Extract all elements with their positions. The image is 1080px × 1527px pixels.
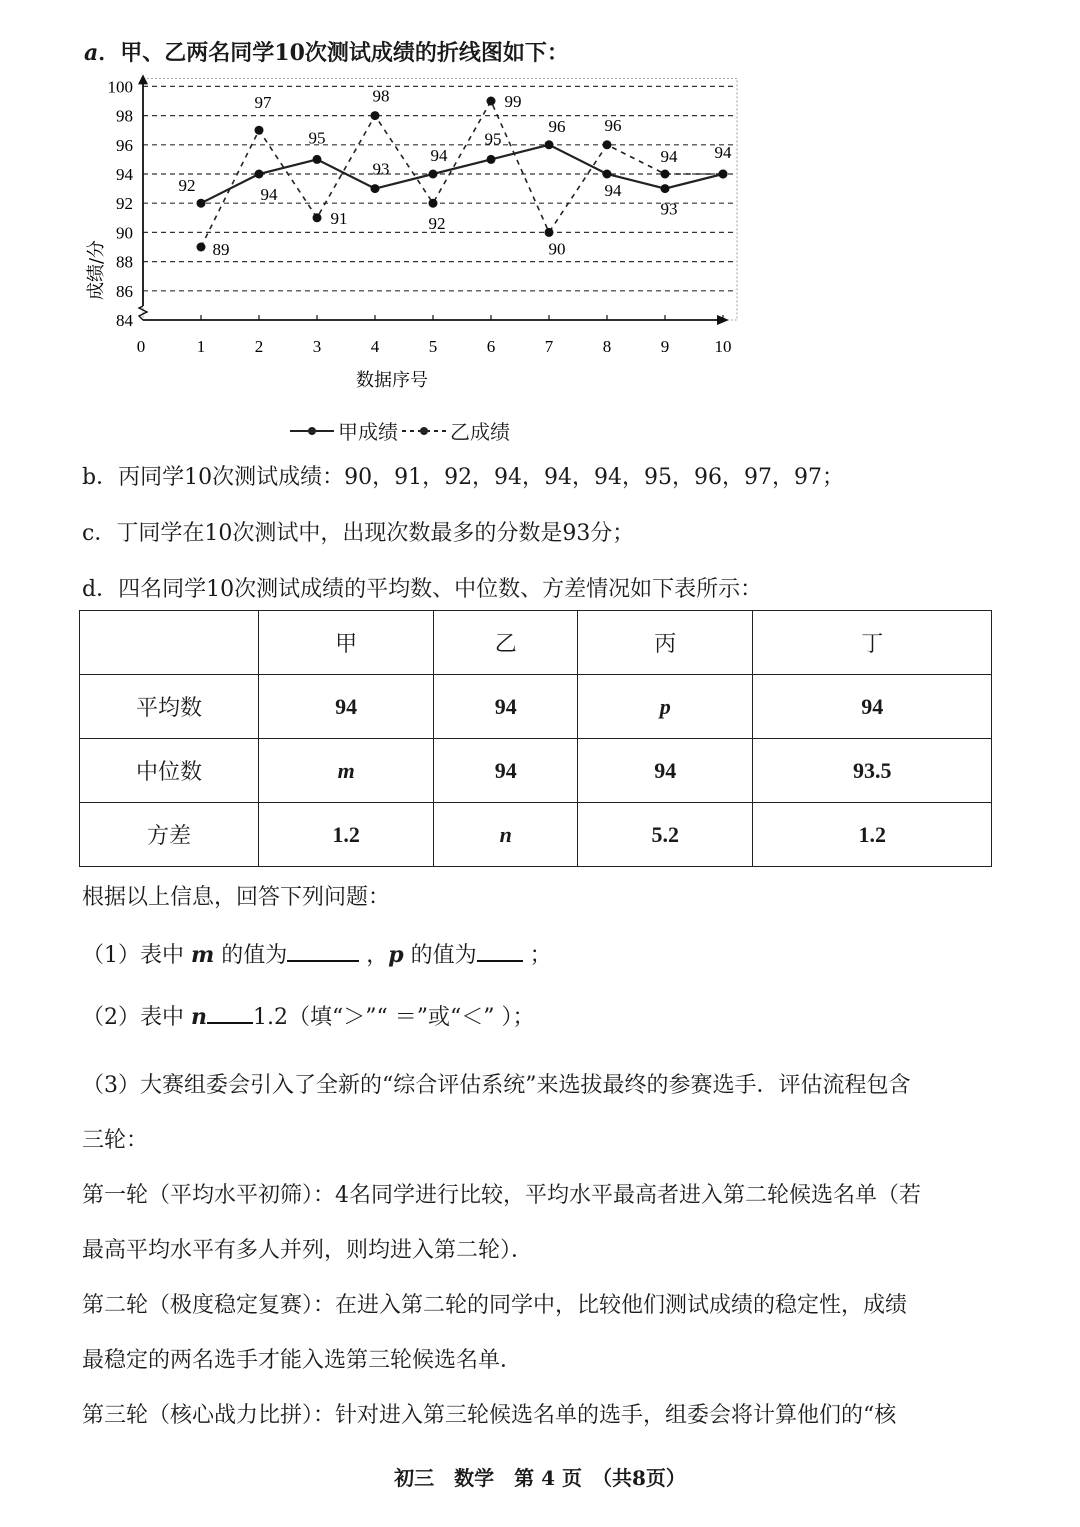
chart-legend [290, 416, 510, 445]
x-tick-label: 2 [254, 337, 264, 356]
data-point [603, 140, 612, 149]
x-tick-label: 7 [544, 337, 554, 356]
data-label: 96 [548, 116, 566, 136]
stats-table [79, 610, 992, 867]
y-tick-label: 84 [116, 311, 133, 330]
col-head: 丙 [578, 611, 753, 675]
table-cell: 94 [578, 739, 753, 803]
question-1 [82, 938, 552, 969]
y-axis-label: 成绩/分 [86, 239, 107, 301]
data-point [255, 126, 264, 135]
data-point [371, 184, 380, 193]
legend-jia: 甲成绩 [338, 420, 398, 444]
line-chart [80, 70, 770, 410]
q2-text-b: 1.2（填“＞”“ ＝”或“＜” ）； [253, 1005, 535, 1030]
q2-text-a: （2）表中 [82, 1005, 191, 1030]
table-cell: n [434, 803, 578, 867]
data-label: 92 [428, 214, 446, 234]
table-row [80, 739, 992, 803]
data-point [719, 170, 728, 179]
table-cell: p [578, 675, 753, 739]
y-tick-label: 88 [116, 252, 133, 272]
q3-line: 最稳定的两名选手才能入选第三轮候选名单． [82, 1348, 523, 1373]
table-corner [80, 611, 259, 675]
q1-var-m: m [191, 942, 215, 968]
table-header-row [80, 611, 992, 675]
answer-blank-m[interactable] [287, 940, 359, 962]
x-tick-label: 9 [660, 337, 670, 356]
questions-lead: 根据以上信息，回答下列问题： [82, 885, 391, 910]
q3-line: （3）大赛组委会引入了全新的“综合评估系统”来选拔最终的参赛选手．评估流程包含 [82, 1073, 911, 1098]
data-point [313, 155, 322, 164]
y-tick-label: 100 [107, 77, 133, 97]
line-b: b．丙同学10次测试成绩：90，91，92，94，94，94，95，96，97，97； [82, 465, 845, 490]
q2-var-n: n [191, 1004, 207, 1030]
table-cell: 94 [259, 675, 434, 739]
y-tick-labels [108, 77, 134, 330]
y-tick-label: 94 [116, 165, 133, 184]
table-cell: 94 [434, 675, 578, 739]
col-head: 乙 [434, 611, 578, 675]
question-2 [82, 1000, 534, 1031]
y-tick-label: 98 [116, 106, 133, 126]
y-tick-label: 92 [116, 194, 133, 214]
x-tick-labels [137, 337, 732, 356]
q3-line: 第二轮（极度稳定复赛）：在进入第二轮的同学中，比较他们测试成绩的稳定性，成绩 [82, 1293, 908, 1318]
data-point [487, 97, 496, 106]
table-cell: 5.2 [578, 803, 753, 867]
intro-a [84, 36, 569, 67]
data-label: 99 [504, 92, 522, 111]
table-cell: 94 [434, 739, 578, 803]
data-label: 92 [178, 176, 196, 196]
x-tick-label: 4 [370, 337, 380, 356]
q1-text-b: 的值为 [214, 943, 288, 968]
data-label: 96 [604, 115, 622, 135]
y-tick-label: 90 [116, 223, 133, 243]
y-tick-label: 86 [116, 281, 133, 301]
q1-text-d: 的值为 [403, 943, 477, 968]
data-point [545, 228, 554, 237]
y-tick-label: 96 [116, 135, 133, 155]
plot-frame [143, 78, 737, 320]
x-tick-label: 6 [486, 337, 496, 356]
data-point [545, 140, 554, 149]
legend-yi: 乙成绩 [450, 420, 510, 444]
table-cell: 1.2 [753, 803, 992, 867]
data-point [197, 199, 206, 208]
table-cell: 93.5 [753, 739, 992, 803]
line-d: d．四名同学10次测试成绩的平均数、中位数、方差情况如下表所示： [82, 577, 763, 602]
data-label: 95 [484, 129, 502, 149]
q1-text-a: （1）表中 [82, 943, 191, 968]
answer-blank-p[interactable] [477, 940, 523, 962]
col-head: 丁 [753, 611, 992, 675]
data-label: 94 [660, 147, 678, 166]
table-cell: 1.2 [259, 803, 434, 867]
data-label: 91 [330, 208, 348, 228]
x-axis-label: 数据序号 [356, 370, 428, 391]
x-tick-label: 5 [428, 337, 438, 356]
data-point [313, 213, 322, 222]
data-point [661, 170, 670, 179]
data-label: 94 [714, 143, 732, 162]
data-label: 95 [308, 128, 326, 148]
q1-text-c: ， [359, 943, 389, 968]
legend-dashed-marker [402, 424, 446, 438]
data-label: 89 [212, 240, 230, 259]
q3-line: 第一轮（平均水平初筛）：4名同学进行比较，平均水平最高者进入第二轮候选名单（若 [82, 1183, 921, 1208]
table-cell: m [259, 739, 434, 803]
table-row [80, 803, 992, 867]
data-point [197, 243, 206, 252]
row-head: 方差 [80, 803, 259, 867]
data-point [487, 155, 496, 164]
table-row [80, 675, 992, 739]
x-tick-label: 3 [312, 337, 322, 356]
data-point [255, 170, 264, 179]
data-point [371, 111, 380, 120]
page-footer: 初三 数学 第 4 页 （共8页） [394, 1466, 686, 1490]
x-tick-label: 10 [714, 337, 732, 356]
data-point [429, 170, 438, 179]
col-head: 甲 [259, 611, 434, 675]
row-head: 平均数 [80, 675, 259, 739]
data-point [661, 184, 670, 193]
data-label: 93 [372, 159, 390, 179]
data-point [603, 170, 612, 179]
intro-a-text: ．甲、乙两名同学10次测试成绩的折线图如下： [98, 40, 569, 66]
q3-line: 最高平均水平有多人并列，则均进入第二轮）． [82, 1238, 534, 1263]
chart-grid [143, 78, 737, 320]
table-cell: 94 [753, 675, 992, 739]
q3-line: 第三轮（核心战力比拼）：针对进入第三轮候选名单的选手，组委会将计算他们的“核 [82, 1403, 897, 1428]
data-label: 94 [604, 181, 622, 200]
data-label: 93 [660, 199, 678, 219]
data-label: 90 [548, 239, 566, 259]
x-tick-label: 1 [196, 337, 206, 356]
label-a: a [84, 40, 99, 66]
data-point [429, 199, 438, 208]
q1-text-e: ； [522, 943, 552, 968]
data-label: 98 [372, 86, 390, 106]
x-tick-label: 0 [136, 337, 146, 356]
x-tick-label: 8 [602, 337, 612, 356]
data-label: 94 [260, 185, 278, 204]
y-axis-arrow [138, 74, 148, 84]
q3-line: 三轮： [82, 1128, 149, 1153]
line-c: c．丁同学在10次测试中，出现次数最多的分数是93分； [82, 521, 635, 546]
row-head: 中位数 [80, 739, 259, 803]
q1-var-p: p [388, 942, 404, 968]
data-label: 97 [254, 93, 272, 113]
answer-blank-n[interactable] [207, 1002, 253, 1024]
legend-solid-marker [290, 424, 334, 438]
data-label: 94 [430, 146, 448, 165]
